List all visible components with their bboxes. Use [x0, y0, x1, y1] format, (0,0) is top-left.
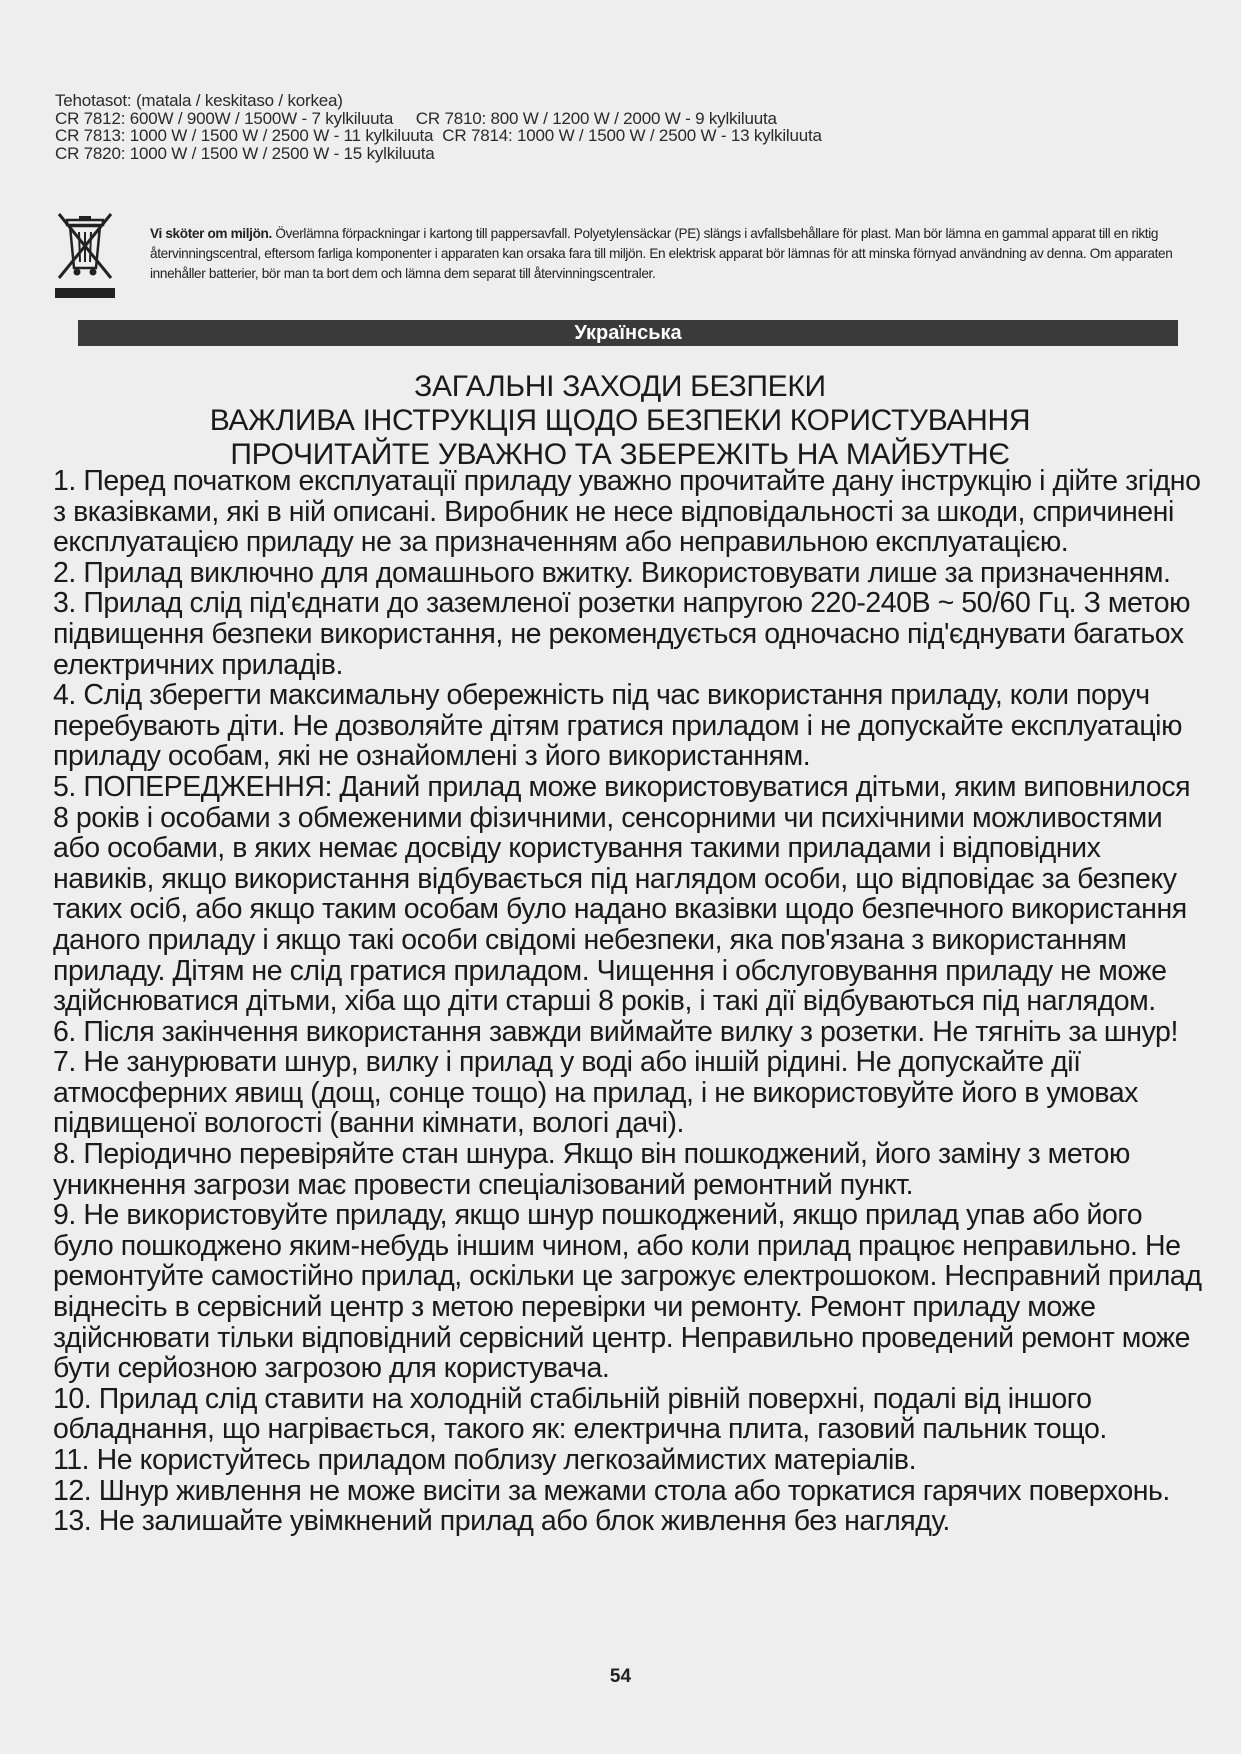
instruction-paragraph: 9. Не використовуйте приладу, якщо шнур пошкоджений, якщо прилад упав або його було пошкоджено яким-небудь іншим чином, або коли прилад працює неправильно. Не ремонтуйте самостійно прилад, оскільки це загрожує електрошоком. Несправний прилад віднесіть в сервісний центр з метою перевірки чи ремонту. Ремонт приладу може здійснювати тільки відповідний сервісний центр. Неправильно проведений ремонт може бути серйозною загрозою для користувача. — [53, 1199, 1202, 1385]
language-bar: Українська — [78, 320, 1178, 346]
power-levels-list — [55, 92, 1155, 162]
safety-heading: ПРОЧИТАЙТЕ УВАЖНО ТА ЗБЕРЕЖІТЬ НА МАЙБУТНЄ — [230, 438, 1010, 471]
power-levels-line: CR 7812: 600W / 900W / 1500W - 7 kylkiluuta CR 7810: 800 W / 1200 W / 2000 W - 9 kylkiluuta — [55, 108, 777, 128]
safety-headings — [40, 370, 1200, 472]
power-levels-line: CR 7820: 1000 W / 1500 W / 2500 W - 15 kylkiluuta — [55, 143, 435, 163]
instruction-paragraph: 11. Не користуйтесь приладом поблизу легкозаймистих матеріалів. — [53, 1444, 917, 1476]
instruction-paragraph: 13. Не залишайте увімкнений прилад або блок живлення без нагляду. — [53, 1505, 950, 1538]
instruction-paragraph: 6. Після закінчення використання завжди виймайте вилку з розетки. Не тягніть за шнур! — [53, 1015, 1178, 1048]
instruction-paragraph: 10. Прилад слід ставити на холодній стабільній рівній поверхні, подалі від іншого обладнання, що нагрівається, такого як: електрична плита, газовий пальник тощо. — [53, 1382, 1107, 1446]
instruction-paragraph: 7. Не занурювати шнур, вилку і прилад у воді або іншій рідині. Не допускайте дії атмосферних явищ (дощ, сонце тощо) на прилад, і не використовуйте його в умовах підвищеної вологості (ванни кімнати, вологі дачі). — [53, 1046, 1138, 1140]
safety-heading: ВАЖЛИВА ІНСТРУКЦІЯ ЩОДО БЕЗПЕКИ КОРИСТУВАННЯ — [209, 404, 1031, 437]
safety-heading: ЗАГАЛЬНІ ЗАХОДИ БЕЗПЕКИ — [414, 370, 826, 403]
power-levels-line: CR 7813: 1000 W / 1500 W / 2500 W - 11 kylkiluuta CR 7814: 1000 W / 1500 W / 2500 W - 13 kylkiluuta — [55, 126, 822, 145]
instruction-paragraph: 4. Слід зберегти максимальну обережність під час використання приладу, коли поруч перебувають діти. Не дозволяйте дітям гратися приладом і не допускайте експлуатацію приладу особам, які не ознайомлені з його використанням. — [53, 679, 1182, 773]
instruction-paragraph: 2. Прилад виключно для домашнього вжитку. Використовувати лише за призначенням. — [53, 556, 1171, 589]
instruction-paragraph: 12. Шнур живлення не може висіти за межами стола або торкатися гарячих поверхонь. — [53, 1474, 1170, 1507]
power-levels-heading: Tehotasot: (matala / keskitaso / korkea) — [55, 91, 343, 110]
instruction-paragraph: 8. Періодично перевіряйте стан шнура. Якщо він пошкоджений, його заміну з метою уникнення загрози має провести спеціалізований ремонтний пункт. — [53, 1138, 1130, 1201]
recycling-notice — [55, 208, 1185, 304]
page-number: 54 — [609, 1666, 632, 1687]
crossed-out-wheelie-bin-icon — [55, 208, 115, 298]
safety-instructions — [53, 466, 1203, 1537]
recycling-text — [150, 224, 1190, 284]
instruction-paragraph: 1. Перед початком експлуатації приладу уважно прочитайте дану інструкцію і дійте згідно з вказівками, які в ній описані. Виробник не несе відповідальності за шкоди, спричинені експлуатацією приладу не за призначенням або неправильною експлуатацією. — [53, 465, 1201, 559]
instruction-paragraph: 3. Прилад слід під'єднати до заземленої розетки напругою 220-240В ~ 50/60 Гц. З метою підвищення безпеки використання, не рекомендується одночасно під'єднувати багатьох електричних приладів. — [53, 587, 1191, 681]
recycling-body: Överlämna förpackningar i kartong till pappersavfall. Polyetylensäckar (PE) slängs i avfallsbehållare för plast. Man bör lämna en gammal apparat till en riktig återvinningscentral, eftersom farliga komponenter i apparaten kan orsaka fara till miljön. En elektrisk apparat bör lämnas för att minska förnyad användning av denna. Om apparaten innehåller batterier, bör man ta bort dem och lämna dem separat till återvinningscentraler. — [150, 226, 1173, 281]
instruction-paragraph: 5. ПОПЕРЕДЖЕННЯ: Даний прилад може використовуватися дітьми, яким виповнилося 8 років і особами з обмеженими фізичними, сенсорними чи психічними можливостями або особами, в яких немає досвіду користування такими приладами і відповідних навиків, якщо використання відбувається під наглядом особи, що відповідає за безпеку таких осіб, або якщо таким особам було надано вказівки щодо безпечного використання даного приладу і якщо такі особи свідомі небезпеки, яка пов'язана з використанням приладу. Дітям не слід гратися приладом. Чищення і обслуговування приладу не може здійснюватися дітьми, хіба що діти старші 8 років, і такі дії відбуваються під наглядом. — [53, 770, 1191, 1018]
recycling-lead: Vi sköter om miljön. — [150, 226, 272, 241]
